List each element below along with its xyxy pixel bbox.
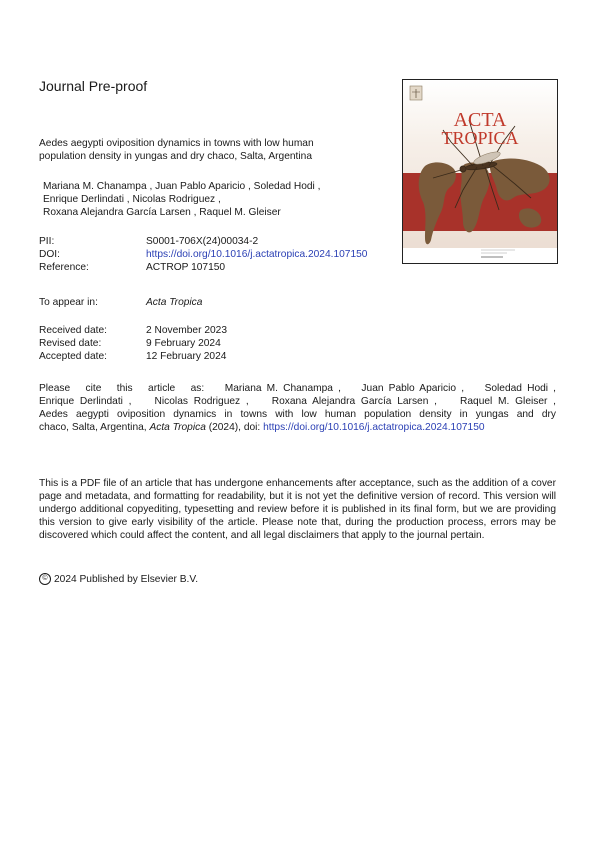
pre-proof-notice: This is a PDF file of an article that has undergone enhancements after acceptance, such as the addition of a cover page and metadata, and formatting for readability, but it is not yet the definitive version of record. This version will undergo additional copyediting, typesetting and review before it is published in its final form, but we are providing this version to give early visibility of the article. Please note that, during the production process, errors may be discovered which could affect the content, and all legal disclaimers that apply to the journal pertain. [39, 478, 556, 541]
reference-row [39, 261, 367, 274]
accepted-label: Accepted date: [39, 351, 107, 362]
accepted-value: 12 February 2024 [146, 351, 227, 362]
cover-artwork [403, 80, 557, 263]
appear-journal: Acta Tropica [146, 297, 203, 308]
cover-title-line: ACTA [453, 109, 507, 131]
citation-line: Please cite this article as: Mariana M. Chanampa , Juan Pablo Aparicio , Soledad Hodi , [39, 383, 556, 394]
received-row [39, 324, 227, 337]
accepted-row [39, 350, 227, 363]
author-line: Enrique Derlindati , Nicolas Rodriguez , [43, 194, 221, 205]
dates-block [39, 324, 227, 363]
title-line: population density in yungas and dry chaco, Salta, Argentina [39, 151, 312, 162]
copyright-line [39, 573, 198, 585]
citation-line: Enrique Derlindati , Nicolas Rodriguez , Roxana Alejandra García Larsen , Raquel M. Gleiser , [39, 396, 556, 407]
author-line: Mariana M. Chanampa , Juan Pablo Aparicio , Soledad Hodi , [43, 181, 321, 192]
reference-label: Reference: [39, 262, 89, 273]
doi-link[interactable]: https://doi.org/10.1016/j.actatropica.2024.107150 [146, 249, 368, 260]
author-list [43, 180, 388, 219]
copyright-text: 2024 Published by Elsevier B.V. [54, 573, 199, 585]
title-line: Aedes aegypti oviposition dynamics in towns with low human [39, 138, 314, 149]
appear-in-block [39, 296, 202, 309]
citation-line: Aedes aegypti oviposition dynamics in towns with low human population density in yungas and dry [39, 409, 556, 420]
received-label: Received date: [39, 325, 107, 336]
pii-label: PII: [39, 236, 55, 247]
citation-text: (2024), doi: [205, 422, 264, 433]
pii-value: S0001-706X(24)00034-2 [146, 236, 259, 247]
received-value: 2 November 2023 [146, 325, 227, 336]
copyright-icon: © [39, 573, 51, 585]
pii-row [39, 235, 367, 248]
article-title [39, 137, 384, 163]
cover-title-line: TROPICA [441, 128, 519, 148]
citation-text: chaco, Salta, Argentina, [39, 422, 150, 433]
appear-label: To appear in: [39, 297, 98, 308]
journal-cover-image [402, 79, 558, 264]
reference-value: ACTROP 107150 [146, 262, 226, 273]
revised-label: Revised date: [39, 338, 102, 349]
doi-label: DOI: [39, 249, 60, 260]
doi-row [39, 248, 367, 261]
citation-journal: Acta Tropica [149, 422, 206, 433]
revised-row [39, 337, 227, 350]
author-line: Roxana Alejandra García Larsen , Raquel M. Gleiser [43, 207, 281, 218]
citation-doi-link[interactable]: https://doi.org/10.1016/j.actatropica.2024.107150 [263, 422, 485, 433]
citation-line [39, 421, 556, 434]
journal-pre-proof-heading: Journal Pre-proof [39, 78, 148, 94]
citation-block [39, 382, 556, 434]
identifier-block [39, 235, 367, 274]
revised-value: 9 February 2024 [146, 338, 221, 349]
